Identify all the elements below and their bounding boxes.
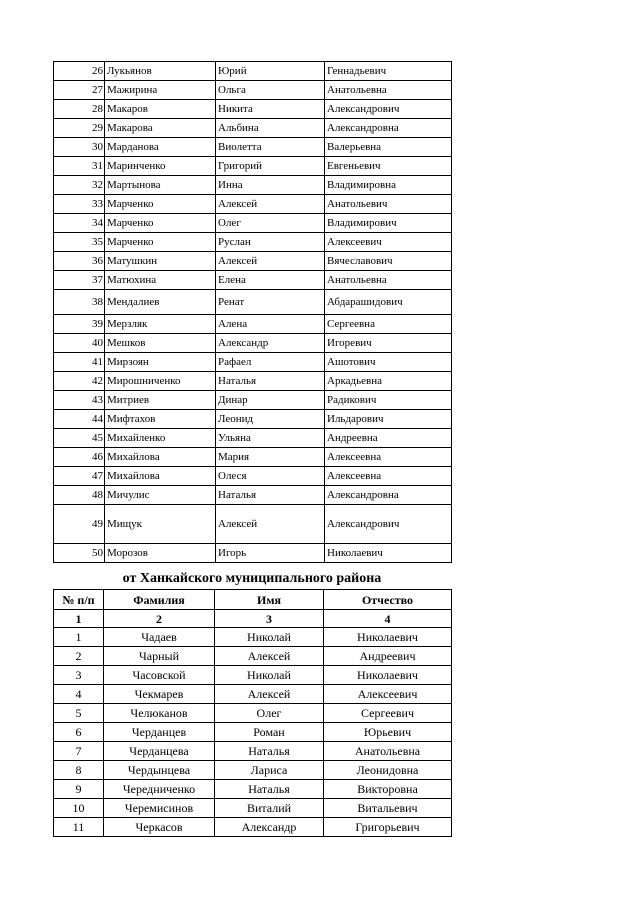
- surname-cell: Черданцева: [104, 742, 215, 761]
- patronymic-cell: Радикович: [325, 391, 452, 410]
- table-row: [54, 290, 452, 315]
- header-number: № п/п: [54, 590, 104, 610]
- table-row: [54, 81, 452, 100]
- table-row: [54, 723, 452, 742]
- surname-cell: Морозов: [105, 544, 216, 563]
- first-name-cell: Алена: [216, 315, 325, 334]
- row-number: 37: [54, 271, 105, 290]
- district-roster-body: [54, 628, 452, 837]
- patronymic-cell: Алексеевич: [324, 685, 452, 704]
- row-number: 45: [54, 429, 105, 448]
- patronymic-cell: Владимирович: [325, 214, 452, 233]
- table-row: [54, 157, 452, 176]
- surname-cell: Чадаев: [104, 628, 215, 647]
- table-row: [54, 410, 452, 429]
- patronymic-cell: Валерьевна: [325, 138, 452, 157]
- first-name-cell: Альбина: [216, 119, 325, 138]
- first-name-cell: Руслан: [216, 233, 325, 252]
- row-number: 31: [54, 157, 105, 176]
- row-number: 42: [54, 372, 105, 391]
- first-name-cell: Алексей: [216, 252, 325, 271]
- row-number: 35: [54, 233, 105, 252]
- table-row: [54, 391, 452, 410]
- table-row: [54, 628, 452, 647]
- table-row: [54, 448, 452, 467]
- row-number: 29: [54, 119, 105, 138]
- patronymic-cell: Александрович: [325, 100, 452, 119]
- row-number: 26: [54, 62, 105, 81]
- first-name-cell: Роман: [215, 723, 324, 742]
- patronymic-cell: Ашотович: [325, 353, 452, 372]
- first-name-cell: Лариса: [215, 761, 324, 780]
- patronymic-cell: Николаевич: [324, 666, 452, 685]
- table-row: [54, 214, 452, 233]
- table-row: [54, 334, 452, 353]
- row-number: 39: [54, 315, 105, 334]
- first-name-cell: Виолетта: [216, 138, 325, 157]
- patronymic-cell: Сергеевна: [325, 315, 452, 334]
- row-number: 44: [54, 410, 105, 429]
- table-row: [54, 704, 452, 723]
- surname-cell: Мажирина: [105, 81, 216, 100]
- table-row: [54, 544, 452, 563]
- surname-cell: Михайлова: [105, 448, 216, 467]
- patronymic-cell: Алексеевна: [325, 467, 452, 486]
- table-row: [54, 252, 452, 271]
- surname-cell: Черемисинов: [104, 799, 215, 818]
- first-name-cell: Наталья: [215, 780, 324, 799]
- table-row: [54, 761, 452, 780]
- patronymic-cell: Андреевна: [325, 429, 452, 448]
- surname-cell: Мичулис: [105, 486, 216, 505]
- table-row: [54, 195, 452, 214]
- row-number: 48: [54, 486, 105, 505]
- first-name-cell: Ольга: [216, 81, 325, 100]
- surname-cell: Часовской: [104, 666, 215, 685]
- row-number: 38: [54, 290, 105, 315]
- patronymic-cell: Леонидовна: [324, 761, 452, 780]
- patronymic-cell: Александровна: [325, 486, 452, 505]
- first-name-cell: Алексей: [215, 685, 324, 704]
- first-name-cell: Олеся: [216, 467, 325, 486]
- first-name-cell: Рафаел: [216, 353, 325, 372]
- table-row: [54, 119, 452, 138]
- first-name-cell: Олег: [216, 214, 325, 233]
- row-number: 10: [54, 799, 104, 818]
- table-row: [54, 62, 452, 81]
- first-name-cell: Ульяна: [216, 429, 325, 448]
- surname-cell: Мифтахов: [105, 410, 216, 429]
- row-number: 41: [54, 353, 105, 372]
- table-row: [54, 780, 452, 799]
- first-name-cell: Александр: [216, 334, 325, 353]
- row-number: 6: [54, 723, 104, 742]
- table-row: [54, 685, 452, 704]
- first-name-cell: Игорь: [216, 544, 325, 563]
- row-number: 27: [54, 81, 105, 100]
- row-number: 50: [54, 544, 105, 563]
- patronymic-cell: Александрович: [325, 505, 452, 544]
- row-number: 5: [54, 704, 104, 723]
- first-name-cell: Григорий: [216, 157, 325, 176]
- first-name-cell: Юрий: [216, 62, 325, 81]
- patronymic-cell: Алексеевич: [325, 233, 452, 252]
- first-name-cell: Алексей: [216, 505, 325, 544]
- first-name-cell: Наталья: [215, 742, 324, 761]
- first-name-cell: Наталья: [216, 372, 325, 391]
- row-number: 3: [54, 666, 104, 685]
- column-header-row: [54, 590, 452, 610]
- patronymic-cell: Викторовна: [324, 780, 452, 799]
- first-name-cell: Елена: [216, 271, 325, 290]
- patronymic-cell: Юрьевич: [324, 723, 452, 742]
- surname-cell: Лукьянов: [105, 62, 216, 81]
- surname-cell: Мартынова: [105, 176, 216, 195]
- first-name-cell: Олег: [215, 704, 324, 723]
- first-name-cell: Алексей: [216, 195, 325, 214]
- table-row: [54, 799, 452, 818]
- first-name-cell: Леонид: [216, 410, 325, 429]
- table-row: [54, 818, 452, 837]
- surname-cell: Черданцев: [104, 723, 215, 742]
- roster-table-continuation: [53, 61, 452, 563]
- roster-table-body: [54, 62, 452, 563]
- row-number: 36: [54, 252, 105, 271]
- surname-cell: Марченко: [105, 214, 216, 233]
- patronymic-cell: Ильдарович: [325, 410, 452, 429]
- surname-cell: Чарный: [104, 647, 215, 666]
- first-name-cell: Динар: [216, 391, 325, 410]
- column-index: 4: [324, 610, 452, 628]
- table-row: [54, 271, 452, 290]
- row-number: 40: [54, 334, 105, 353]
- row-number: 30: [54, 138, 105, 157]
- surname-cell: Маринченко: [105, 157, 216, 176]
- row-number: 1: [54, 628, 104, 647]
- column-index-row: [54, 610, 452, 628]
- surname-cell: Мешков: [105, 334, 216, 353]
- row-number: 4: [54, 685, 104, 704]
- table-row: [54, 233, 452, 252]
- patronymic-cell: Николаевич: [324, 628, 452, 647]
- patronymic-cell: Абдарашидович: [325, 290, 452, 315]
- table-row: [54, 372, 452, 391]
- column-index: 1: [54, 610, 104, 628]
- patronymic-cell: Аркадьевна: [325, 372, 452, 391]
- patronymic-cell: Алексеевна: [325, 448, 452, 467]
- patronymic-cell: Витальевич: [324, 799, 452, 818]
- surname-cell: Чередниченко: [104, 780, 215, 799]
- first-name-cell: Николай: [215, 666, 324, 685]
- patronymic-cell: Анатольевна: [325, 271, 452, 290]
- surname-cell: Чекмарев: [104, 685, 215, 704]
- surname-cell: Мирошниченко: [105, 372, 216, 391]
- table-row: [54, 176, 452, 195]
- table-row: [54, 505, 452, 544]
- patronymic-cell: Вячеславович: [325, 252, 452, 271]
- surname-cell: Марченко: [105, 195, 216, 214]
- row-number: 34: [54, 214, 105, 233]
- first-name-cell: Наталья: [216, 486, 325, 505]
- surname-cell: Михайлова: [105, 467, 216, 486]
- surname-cell: Мендалиев: [105, 290, 216, 315]
- first-name-cell: Александр: [215, 818, 324, 837]
- table-row: [54, 647, 452, 666]
- surname-cell: Челюканов: [104, 704, 215, 723]
- surname-cell: Мерзляк: [105, 315, 216, 334]
- table-row: [54, 467, 452, 486]
- patronymic-cell: Николаевич: [325, 544, 452, 563]
- row-number: 11: [54, 818, 104, 837]
- table-row: [54, 353, 452, 372]
- patronymic-cell: Сергеевич: [324, 704, 452, 723]
- patronymic-cell: Игоревич: [325, 334, 452, 353]
- row-number: 47: [54, 467, 105, 486]
- patronymic-cell: Анатольевна: [324, 742, 452, 761]
- surname-cell: Макарова: [105, 119, 216, 138]
- surname-cell: Марченко: [105, 233, 216, 252]
- patronymic-cell: Евгеньевич: [325, 157, 452, 176]
- row-number: 32: [54, 176, 105, 195]
- row-number: 9: [54, 780, 104, 799]
- column-index: 2: [104, 610, 215, 628]
- patronymic-cell: Александровна: [325, 119, 452, 138]
- patronymic-cell: Андреевич: [324, 647, 452, 666]
- first-name-cell: Никита: [216, 100, 325, 119]
- first-name-cell: Виталий: [215, 799, 324, 818]
- surname-cell: Черкасов: [104, 818, 215, 837]
- row-number: 8: [54, 761, 104, 780]
- row-number: 7: [54, 742, 104, 761]
- table-row: [54, 486, 452, 505]
- surname-cell: Матюхина: [105, 271, 216, 290]
- column-index: 3: [215, 610, 324, 628]
- district-roster-table: [53, 589, 452, 837]
- patronymic-cell: Григорьевич: [324, 818, 452, 837]
- row-number: 28: [54, 100, 105, 119]
- header-patronymic: Отчество: [324, 590, 452, 610]
- table-row: [54, 100, 452, 119]
- first-name-cell: Ренат: [216, 290, 325, 315]
- row-number: 33: [54, 195, 105, 214]
- first-name-cell: Мария: [216, 448, 325, 467]
- first-name-cell: Николай: [215, 628, 324, 647]
- row-number: 2: [54, 647, 104, 666]
- section-heading: от Ханкайского муниципального района: [122, 571, 382, 586]
- surname-cell: Марданова: [105, 138, 216, 157]
- row-number: 43: [54, 391, 105, 410]
- surname-cell: Матушкин: [105, 252, 216, 271]
- row-number: 49: [54, 505, 105, 544]
- header-name: Имя: [215, 590, 324, 610]
- surname-cell: Мирзоян: [105, 353, 216, 372]
- surname-cell: Мищук: [105, 505, 216, 544]
- table-row: [54, 429, 452, 448]
- table-row: [54, 666, 452, 685]
- table-row: [54, 315, 452, 334]
- surname-cell: Михайленко: [105, 429, 216, 448]
- patronymic-cell: Геннадьевич: [325, 62, 452, 81]
- patronymic-cell: Анатольевна: [325, 81, 452, 100]
- first-name-cell: Алексей: [215, 647, 324, 666]
- patronymic-cell: Анатольевич: [325, 195, 452, 214]
- row-number: 46: [54, 448, 105, 467]
- surname-cell: Чердынцева: [104, 761, 215, 780]
- surname-cell: Макаров: [105, 100, 216, 119]
- surname-cell: Митриев: [105, 391, 216, 410]
- first-name-cell: Инна: [216, 176, 325, 195]
- patronymic-cell: Владимировна: [325, 176, 452, 195]
- table-row: [54, 138, 452, 157]
- header-surname: Фамилия: [104, 590, 215, 610]
- table-row: [54, 742, 452, 761]
